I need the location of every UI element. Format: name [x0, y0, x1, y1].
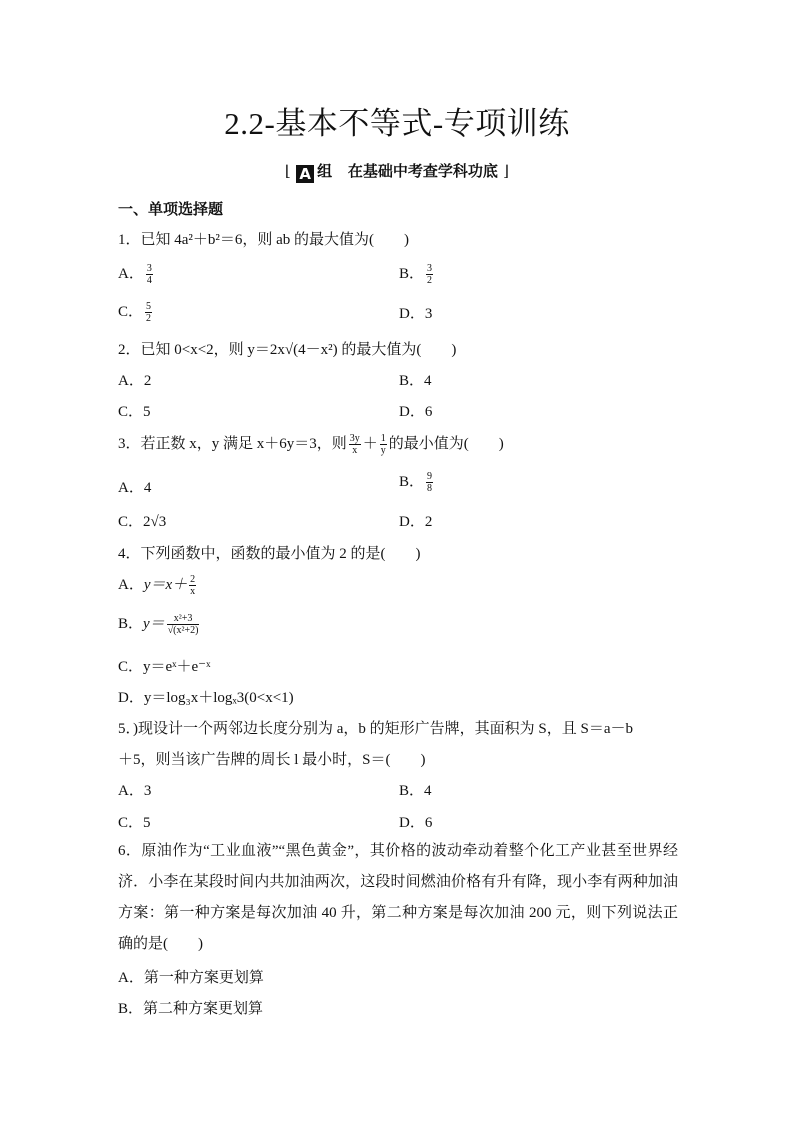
question-3-stem: 3．若正数 x，y 满足 x＋6y＝3，则 $\frac{3y}{x}$ ＋ $\frac{1}{y}$ 的最小值为( ) [118, 433, 504, 457]
question-1-stem: 1．已知 4a²＋b²＝6，则 ab 的最大值为( ) [118, 232, 410, 248]
question-6-option-b: B．第二种方案更划算 [118, 1001, 264, 1017]
bracket-right: ⌋ [503, 162, 509, 180]
question-4-option-a: A．y＝x＋ $\frac{2}{x}$ [118, 574, 196, 598]
question-1-option-a: A． $\frac{3}{4}$ [118, 263, 152, 287]
group-subtitle: 在基础中考查学科功底 [347, 162, 498, 180]
question-6-stem: 6．原油作为“工业血液”“黑色黄金”，其价格的波动牵动着整个化工产业甚至世界经济．小李在某段时间内共加油两次，这段时间燃油价格有升有降，现小李有两种加油方案：第一种方案是每次加油 40 升，第二种方案是每次加油 200 元，则下列说法正确的是( ) [118, 843, 678, 952]
question-2-option-b: B．4 [399, 373, 432, 389]
question-5-option-b: B．4 [399, 783, 432, 799]
question-3-option-d: D．2 [399, 514, 433, 530]
question-2-option-d: D．6 [399, 404, 433, 420]
question-5-option-c: C．5 [118, 815, 151, 831]
question-1-option-d: D．3 [399, 306, 433, 322]
group-badge: A [296, 165, 314, 183]
question-4-option-b: B．y＝ $\frac{\text{x²+3}}{\text{√(x²+2)}}$ [118, 613, 199, 637]
question-2-option-c: C．5 [118, 404, 151, 420]
bracket-left: ⌊ [285, 162, 291, 180]
group-header [0, 160, 794, 183]
question-5-option-a: A．3 [118, 783, 152, 799]
question-5-option-d: D．6 [399, 815, 433, 831]
question-3-option-a: A．4 [118, 480, 152, 496]
question-1-option-b: B． $\frac{3}{2}$ [399, 263, 433, 287]
question-6-option-a: A．第一种方案更划算 [118, 970, 264, 986]
question-4-option-c: C．y＝eˣ＋e⁻ˣ [118, 659, 211, 675]
question-4-stem: 4．下列函数中，函数的最小值为 2 的是( ) [118, 546, 421, 562]
question-3-option-c: C．2√3 [118, 514, 167, 530]
section-heading: 一、单项选择题 [118, 200, 224, 218]
question-5-stem-line-1: 5．)现设计一个两邻边长度分别为 a，b 的矩形广告牌，其面积为 S，且 S＝a－b [118, 721, 633, 737]
question-3-option-b: B． $\frac{9}{8}$ [399, 471, 433, 495]
question-2-stem: 2．已知 0<x<2，则 y＝2x√(4－x²) 的最大值为( ) [118, 342, 457, 358]
page-title: 2.2-基本不等式-专项训练 [224, 106, 570, 141]
question-1-option-c: C． $\frac{5}{2}$ [118, 301, 152, 325]
group-label: 组 [317, 162, 333, 180]
question-5-stem-line-2: ＋5，则当该广告牌的周长 l 最小时，S＝( ) [118, 752, 426, 768]
question-4-option-d: D．y＝log₃x＋logₓ3(0<x<1) [118, 690, 294, 706]
question-2-option-a: A．2 [118, 373, 152, 389]
